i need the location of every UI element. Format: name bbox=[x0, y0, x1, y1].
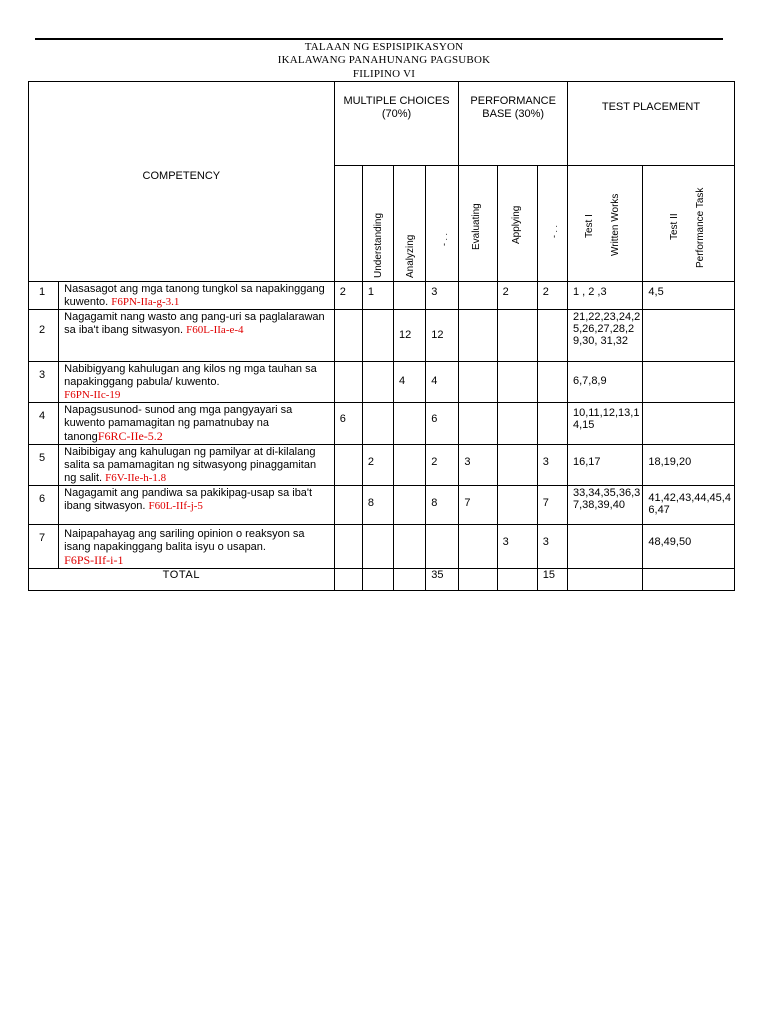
dotted-sub-header: - . . bbox=[537, 166, 567, 282]
dotted-sub-header: - . . bbox=[426, 166, 459, 282]
cell-value: 7 bbox=[459, 486, 497, 525]
cell-value bbox=[394, 282, 426, 310]
competency-code: F6PS-IIf-i-1 bbox=[64, 553, 124, 567]
competency-text: Nabibigyang kahulugan ang kilos ng mga tauhan sa napakinggang pabula/ kuwento. F6PN-IIc-19 bbox=[59, 362, 335, 403]
table-row bbox=[29, 362, 735, 403]
cell-value bbox=[394, 525, 426, 569]
cell-value bbox=[334, 445, 362, 486]
cell-value bbox=[459, 362, 497, 403]
test-2-header: Test II Performance Task bbox=[643, 166, 735, 282]
cell-value: 4 bbox=[426, 362, 459, 403]
competency-code: F60L-IIa-e-4 bbox=[186, 324, 244, 336]
cell-value bbox=[334, 569, 362, 591]
competency-text: Nagagamit nang wasto ang pang-uri sa paglalarawan sa iba't ibang sitwasyon. F60L-IIa-e-4 bbox=[59, 310, 335, 362]
cell-value: 12 bbox=[394, 310, 426, 362]
cell-value: 2 bbox=[334, 282, 362, 310]
competency-code: F6V-IIe-h-1.8 bbox=[105, 472, 167, 484]
competency-text: Napagsusunod- sunod ang mga pangyayari sa kuwento pamamagitan ng pamatnubay na tanongF6RC-IIe-5.2 bbox=[59, 403, 335, 445]
cell-value: 2 bbox=[497, 282, 537, 310]
applying-header: Applying bbox=[497, 166, 537, 282]
cell-value bbox=[362, 403, 393, 445]
cell-value bbox=[459, 403, 497, 445]
cell-value bbox=[459, 525, 497, 569]
multiple-choices-total: 35 bbox=[426, 569, 459, 591]
test-1-items: 10,11,12,13,14,15 bbox=[567, 403, 642, 445]
cell-value: 8 bbox=[362, 486, 393, 525]
blank-sub-header bbox=[334, 166, 362, 282]
performance-base-total: 15 bbox=[537, 569, 567, 591]
table-row bbox=[29, 486, 735, 525]
cell-value bbox=[459, 310, 497, 362]
test-2-items: 48,49,50 bbox=[643, 525, 735, 569]
cell-value: 2 bbox=[426, 445, 459, 486]
competency-header: COMPETENCY bbox=[29, 82, 335, 282]
cell-value bbox=[497, 310, 537, 362]
analyzing-header: Analyzing bbox=[394, 166, 426, 282]
cell-value: 3 bbox=[426, 282, 459, 310]
competency-text: Naibibigay ang kahulugan ng pamilyar at di-kilalang salita sa pamamagitan ng sitwasyong pinaggamitan ng salit. F6V-IIe-h-1.8 bbox=[59, 445, 335, 486]
cell-value bbox=[537, 362, 567, 403]
row-number: 6 bbox=[29, 486, 59, 525]
test-2-items bbox=[643, 362, 735, 403]
test-2-items: 4,5 bbox=[643, 282, 735, 310]
table-row bbox=[29, 445, 735, 486]
test-2-items bbox=[643, 403, 735, 445]
header-row bbox=[29, 82, 735, 166]
cell-value bbox=[497, 445, 537, 486]
cell-value bbox=[567, 569, 642, 591]
row-number: 2 bbox=[29, 310, 59, 362]
cell-value bbox=[497, 569, 537, 591]
test-2-items: 18,19,20 bbox=[643, 445, 735, 486]
cell-value: 3 bbox=[459, 445, 497, 486]
test-1-items: 21,22,23,24,25,26,27,28,29,30, 31,32 bbox=[567, 310, 642, 362]
performance-base-header: PERFORMANCE BASE (30%) bbox=[459, 82, 568, 166]
competency-code: F6PN-IIa-g-3.1 bbox=[111, 296, 180, 308]
row-number: 3 bbox=[29, 362, 59, 403]
cell-value bbox=[394, 569, 426, 591]
cell-value: 3 bbox=[537, 445, 567, 486]
cell-value: 7 bbox=[537, 486, 567, 525]
specification-table bbox=[28, 81, 735, 591]
multiple-choices-header: MULTIPLE CHOICES (70%) bbox=[334, 82, 459, 166]
competency-text: Nasasagot ang mga tanong tungkol sa napakinggang kuwento. F6PN-IIa-g-3.1 bbox=[59, 282, 335, 310]
row-number: 5 bbox=[29, 445, 59, 486]
cell-value bbox=[394, 486, 426, 525]
cell-value bbox=[459, 569, 497, 591]
cell-value bbox=[334, 362, 362, 403]
test-2-items bbox=[643, 310, 735, 362]
cell-value bbox=[334, 525, 362, 569]
cell-value bbox=[394, 445, 426, 486]
cell-value: 2 bbox=[362, 445, 393, 486]
test-1-header: Test I Written Works bbox=[567, 166, 642, 282]
top-rule bbox=[35, 38, 723, 40]
total-label: TOTAL bbox=[29, 569, 335, 591]
cell-value: 8 bbox=[426, 486, 459, 525]
cell-value bbox=[497, 403, 537, 445]
evaluating-header: Evaluating bbox=[459, 166, 497, 282]
cell-value bbox=[362, 362, 393, 403]
cell-value: 2 bbox=[537, 282, 567, 310]
test-1-items bbox=[567, 525, 642, 569]
test-1-items: 1 , 2 ,3 bbox=[567, 282, 642, 310]
total-row bbox=[29, 569, 735, 591]
test-2-items: 41,42,43,44,45,46,47 bbox=[643, 486, 735, 525]
test-placement-header: TEST PLACEMENT bbox=[567, 82, 734, 166]
table-row bbox=[29, 310, 735, 362]
cell-value bbox=[497, 486, 537, 525]
exam-name: IKALAWANG PANAHUNANG PAGSUBOK bbox=[277, 54, 491, 66]
competency-code: F60L-IIf-j-5 bbox=[148, 500, 203, 512]
cell-value bbox=[497, 362, 537, 403]
cell-value bbox=[394, 403, 426, 445]
row-number: 4 bbox=[29, 403, 59, 445]
cell-value bbox=[362, 569, 393, 591]
document-title: TALAAN NG ESPISIPIKASYON bbox=[304, 41, 464, 53]
cell-value: 3 bbox=[537, 525, 567, 569]
test-1-items: 33,34,35,36,37,38,39,40 bbox=[567, 486, 642, 525]
cell-value bbox=[334, 310, 362, 362]
cell-value bbox=[362, 310, 393, 362]
test-1-items: 6,7,8,9 bbox=[567, 362, 642, 403]
cell-value bbox=[362, 525, 393, 569]
cell-value bbox=[334, 486, 362, 525]
subject-name: FILIPINO VI bbox=[352, 68, 416, 80]
row-number: 7 bbox=[29, 525, 59, 569]
cell-value: 12 bbox=[426, 310, 459, 362]
row-number: 1 bbox=[29, 282, 59, 310]
cell-value bbox=[459, 282, 497, 310]
competency-code: F6PN-IIc-19 bbox=[64, 389, 121, 401]
competency-text: Naipapahayag ang sariling opinion o reaksyon sa isang napakinggang balita isyu o usapan. F6PS-IIf-i-1 bbox=[59, 525, 335, 569]
test-1-items: 16,17 bbox=[567, 445, 642, 486]
cell-value: 1 bbox=[362, 282, 393, 310]
cell-value: 4 bbox=[394, 362, 426, 403]
cell-value: 6 bbox=[426, 403, 459, 445]
table-row bbox=[29, 525, 735, 569]
cell-value bbox=[537, 403, 567, 445]
cell-value: 6 bbox=[334, 403, 362, 445]
table-row bbox=[29, 403, 735, 445]
competency-text: Nagagamit ang pandiwa sa pakikipag-usap sa iba't ibang sitwasyon. F60L-IIf-j-5 bbox=[59, 486, 335, 525]
table-row bbox=[29, 282, 735, 310]
cell-value bbox=[643, 569, 735, 591]
cell-value bbox=[537, 310, 567, 362]
cell-value: 3 bbox=[497, 525, 537, 569]
understanding-header: Understanding bbox=[362, 166, 393, 282]
cell-value bbox=[426, 525, 459, 569]
competency-code: F6RC-IIe-5.2 bbox=[97, 429, 163, 443]
